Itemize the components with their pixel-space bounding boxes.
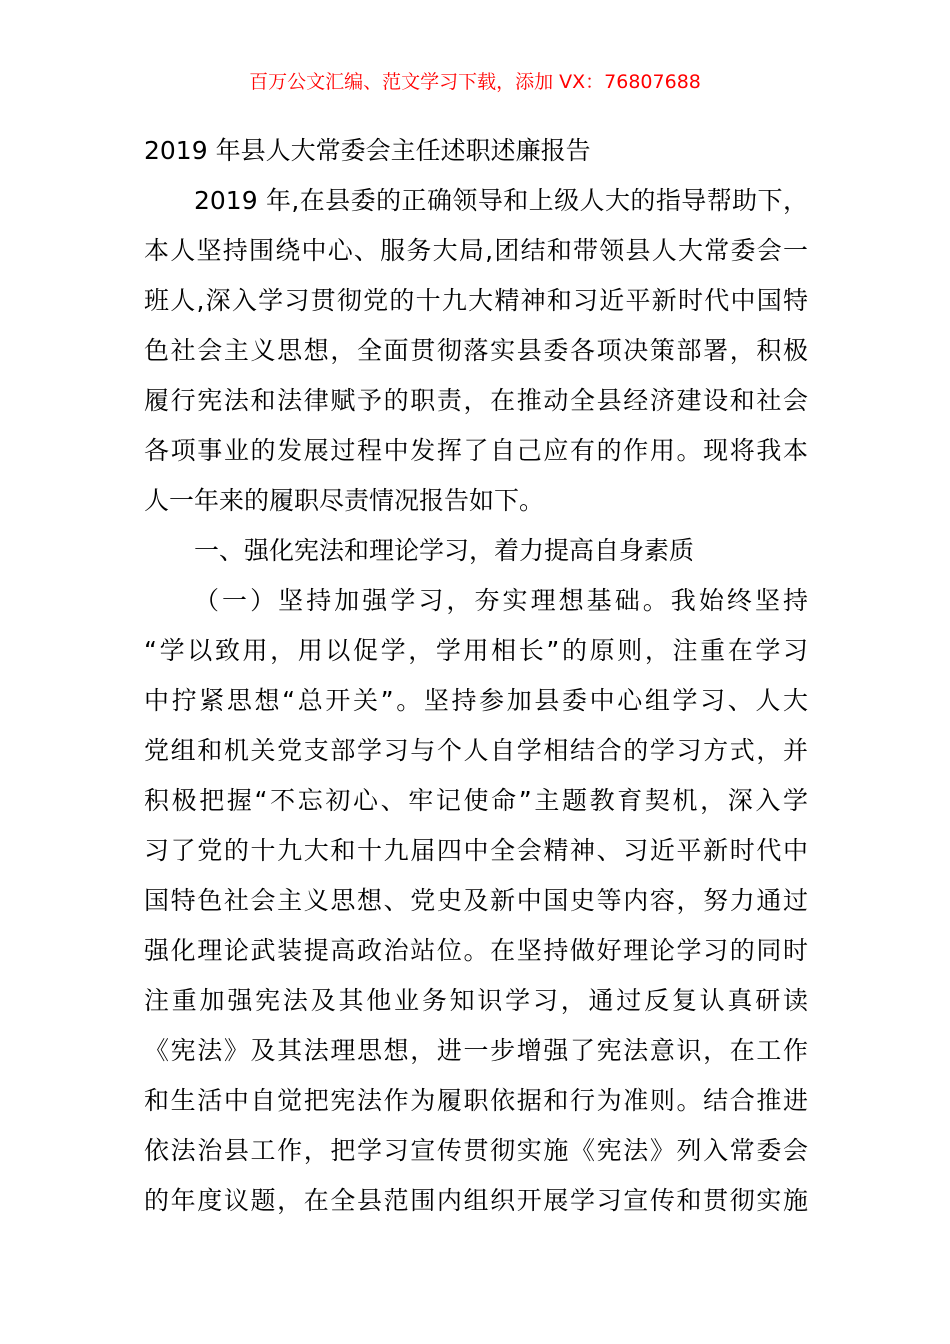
paragraph-line: 国特色社会主义思想、党史及新中国史等内容，努力通过: [144, 886, 808, 915]
paragraph-line: 积极把握“不忘初心、牢记使命”主题教育契机，深入学: [144, 786, 808, 815]
paragraph-line: 人一年来的履职尽责情况报告如下。: [144, 486, 545, 515]
paragraph-line: 色社会主义思想，全面贯彻落实县委各项决策部署，积极: [144, 336, 808, 365]
paragraph-line: 2019 年,在县委的正确领导和上级人大的指导帮助下，: [194, 186, 808, 215]
paragraph-line: 依法治县工作，把学习宣传贯彻实施《宪法》列入常委会: [144, 1136, 808, 1165]
paragraph-line: 中拧紧思想“总开关”。坚持参加县委中心组学习、人大: [144, 686, 808, 715]
paragraph-line: 各项事业的发展过程中发挥了自己应有的作用。现将我本: [144, 436, 808, 465]
paragraph-line: 本人坚持围绕中心、服务大局,团结和带领县人大常委会一: [144, 236, 808, 265]
paragraph-line: 和生活中自觉把宪法作为履职依据和行为准则。结合推进: [144, 1086, 808, 1115]
paragraph-line: 履行宪法和法律赋予的职责，在推动全县经济建设和社会: [144, 386, 808, 415]
paragraph-line: 《宪法》及其法理思想，进一步增强了宪法意识，在工作: [144, 1036, 808, 1065]
section-heading: 一、强化宪法和理论学习，着力提高自身素质: [194, 536, 695, 565]
paragraph-line: 强化理论武装提高政治站位。在坚持做好理论学习的同时: [144, 936, 808, 965]
watermark-banner: 百万公文汇编、范文学习下载，添加 VX：76807688: [249, 71, 701, 93]
document-title: 2019 年县人大常委会主任述职述廉报告: [144, 136, 591, 165]
paragraph-line: “学以致用，用以促学，学用相长”的原则，注重在学习: [144, 636, 808, 665]
paragraph-line: （一）坚持加强学习，夯实理想基础。我始终坚持: [194, 586, 808, 615]
paragraph-line: 班人,深入学习贯彻党的十九大精神和习近平新时代中国特: [144, 286, 808, 315]
paragraph-line: 注重加强宪法及其他业务知识学习，通过反复认真研读: [144, 986, 808, 1015]
paragraph-line: 的年度议题，在全县范围内组织开展学习宣传和贯彻实施: [144, 1186, 808, 1215]
paragraph-line: 党组和机关党支部学习与个人自学相结合的学习方式，并: [144, 736, 808, 765]
paragraph-line: 习了党的十九大和十九届四中全会精神、习近平新时代中: [144, 836, 808, 865]
